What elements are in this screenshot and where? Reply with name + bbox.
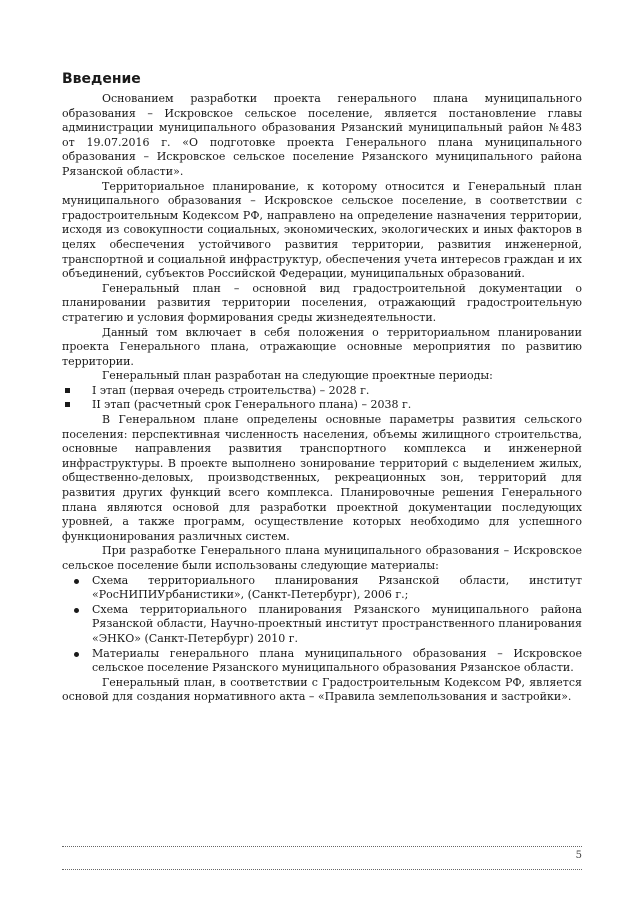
- list-item: [62, 574, 582, 603]
- section-heading: Введение: [62, 71, 141, 87]
- paragraph-parameters: В Генеральном плане определены основные параметры развития сельского поселения: перспективная численность населения, объемы жилищного строительства, основные направления развития транспортного комплекса и инженерной инфраструктуры. В проекте выполнено зонирование территорий с выделением жилых, общественно-деловых, производственных, рекреационных зон, территорий для развития других функций всего комплекса. Планировочные решения Генерального плана являются основой для разработки проектной документации последующих уровней, а также программ, осуществление которых необходимо для успешного функционирования различных систем.: [62, 413, 582, 543]
- paragraph-volume-content: Данный том включает в себя положения о территориальном планировании проекта Генерального плана, отражающие основные мероприятия по развитию территории.: [62, 325, 582, 368]
- footer-divider: [62, 846, 582, 847]
- list-item: [62, 647, 582, 676]
- page-footer: [62, 846, 582, 870]
- list-item: [62, 398, 582, 413]
- footer-divider: [62, 869, 582, 870]
- paragraph-basis: Основанием разработки проекта генерального плана муниципального образования – Искровское сельское поселение, является постановление главы администрации муниципального образования Рязанский муниципальный район №483 от 19.07.2016 г. «О подготовке проекта Генерального плана муниципального образования – Искровское сельское поселение Рязанского муниципального района Рязанской области».: [62, 92, 582, 178]
- page-number: 5: [575, 850, 582, 861]
- round-bullet-icon: [74, 608, 79, 613]
- paragraph-territorial-planning: Территориальное планирование, к которому относится и Генеральный план муниципального образования – Искровское сельское поселение, в соответствии с градостроительным Кодексом РФ, направлено на определение назначения территории, исходя из совокупности социальных, экономических, экологических и иных факторов в целях обеспечения устойчивого развития территории, развития инженерной, транспортной и социальной инфраструктур, обеспечения учета интересов граждан и их объединений, субъектов Российской Федерации, муниципальных образований.: [62, 179, 582, 281]
- list-item: [62, 384, 582, 399]
- paragraph-materials-intro: При разработке Генерального плана муниципального образования – Искровское сельское поселение были использованы следующие материалы:: [62, 544, 582, 572]
- square-bullet-icon: [65, 388, 70, 393]
- material-text: Материалы генерального плана муниципального образования – Искровское сельское поселение Рязанского муниципального образования Рязанское области.: [92, 646, 582, 675]
- materials-list: [62, 574, 582, 676]
- round-bullet-icon: [74, 579, 79, 584]
- stage-text: II этап (расчетный срок Генерального плана) – 2038 г.: [92, 398, 412, 412]
- paragraph-periods-intro: Генеральный план разработан на следующие проектные периоды:: [102, 369, 493, 383]
- list-item: [62, 603, 582, 647]
- material-text: Схема территориального планирования Рязанской области, институт «РосНИПИУрбанистики», (Санкт-Петербург), 2006 г.;: [92, 573, 582, 602]
- stage-text: I этап (первая очередь строительства) – 2028 г.: [92, 383, 370, 397]
- paragraph-final: Генеральный план, в соответствии с Градостроительным Кодексом РФ, является основой для создания нормативного акта – «Правила землепользования и застройки».: [62, 675, 582, 704]
- stage-list: [62, 384, 582, 413]
- document-page: [62, 70, 582, 705]
- round-bullet-icon: [74, 652, 79, 657]
- square-bullet-icon: [65, 402, 70, 407]
- paragraph-general-plan-definition: Генеральный план – основной вид градостроительной документации о планировании развития территории поселения, отражающий градостроительную стратегию и условия формирования среды жизнедеятельности.: [62, 281, 582, 324]
- material-text: Схема территориального планирования Рязанского муниципального района Рязанской области, Научно-проектный институт пространственного планирования «ЭНКО» (Санкт-Петербург) 2010 г.: [92, 602, 582, 645]
